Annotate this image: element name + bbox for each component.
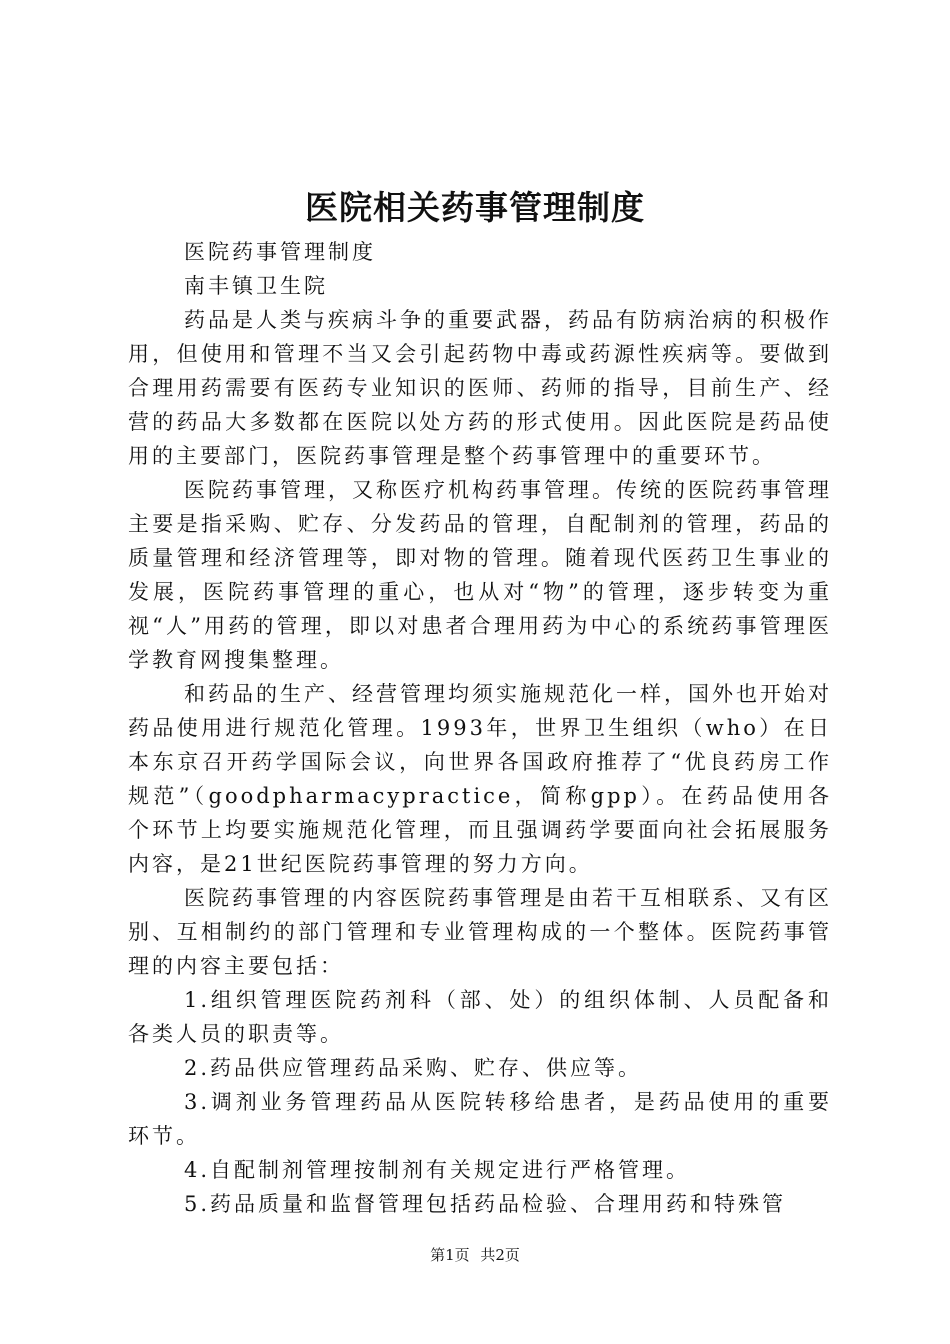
list-item: 5.药品质量和监督管理包括药品检验、合理用药和特殊管 (184, 1192, 787, 1216)
paragraph: 药品是人类与疾病斗争的重要武器，药品有防病治病的积极作用，但使用和管理不当又会引起药物中毒或药源性疾病等。要做到合理用药需要有医药专业知识的医师、药师的指导，目前生产、经营的药品大多数都在医院以处方药的形式使用。因此医院是药品使用的主要部门，医院药事管理是整个药事管理中的重要环节。 (128, 308, 832, 468)
document-title: 医院相关药事管理制度 (305, 188, 645, 227)
paragraph: 医院药事管理的内容医院药事管理是由若干互相联系、又有区别、互相制约的部门管理和专业管理构成的一个整体。医院药事管理的内容主要包括： (128, 886, 832, 978)
list-item: 2.药品供应管理药品采购、贮存、供应等。 (184, 1056, 643, 1080)
list-item: 4.自配制剂管理按制剂有关规定进行严格管理。 (184, 1158, 691, 1182)
list-item: 1.组织管理医院药剂科（部、处）的组织体制、人员配备和各类人员的职责等。 (128, 988, 832, 1046)
paragraph: 医院药事管理，又称医疗机构药事管理。传统的医院药事管理主要是指采购、贮存、分发药品的管理，自配制剂的管理，药品的质量管理和经济管理等，即对物的管理。随着现代医药卫生事业的发展，医院药事管理的重心，也从对“物”的管理，逐步转变为重视“人”用药的管理，即以对患者合理用药为中心的系统药事管理医学教育网搜集整理。 (128, 478, 832, 672)
paragraph-subtitle: 医院药事管理制度 (184, 240, 376, 264)
paragraph-organization: 南丰镇卫生院 (184, 274, 328, 298)
list-item: 3.调剂业务管理药品从医院转移给患者，是药品使用的重要环节。 (128, 1090, 832, 1148)
page-total: 共2页 (480, 1246, 520, 1264)
page-number: 第1页 (430, 1246, 470, 1264)
page-footer (0, 1244, 950, 1266)
document-body (128, 235, 832, 1221)
paragraph: 和药品的生产、经营管理均须实施规范化一样，国外也开始对药品使用进行规范化管理。1993年，世界卫生组织（who）在日本东京召开药学国际会议，向世界各国政府推荐了“优良药房工作规范”（goodpharmacypractice，简称gpp）。在药品使用各个环节上均要实施规范化管理，而且强调药学要面向社会拓展服务内容，是21世纪医院药事管理的努力方向。 (128, 682, 832, 876)
